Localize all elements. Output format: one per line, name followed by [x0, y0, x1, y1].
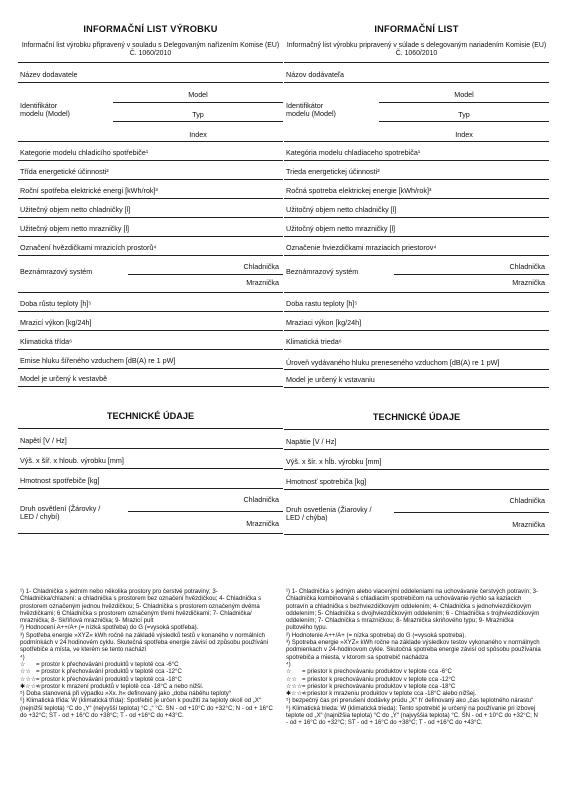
table-row [18, 62, 283, 82]
row-label: Označenie hviezdičkami mraziacich priestorov⁴ [286, 243, 437, 252]
table-row [18, 349, 283, 368]
footnote: ¹) 1- Chladnička s jedním nebo několika prostory pro čerstvé potraviny; 3- Chladnička/chlazení: a chladnička s prostorem bez označení hvězdičkou; 4- Chladnička s prostorem označeným jednou hvězdičkou; 5- Chladnička s prostorem označeným dvěma hvězdičkami; 6 Chladnička s prostorem označeným třemi hvězdičkami; 7- Chladnička/ mraznička; 8- Skříňová mraznička; 9- Mrazicí pult [20, 588, 262, 625]
row-label: Kategória modelu chladiaceho spotrebiča¹ [286, 148, 421, 157]
star-text: = priestor k prechovávaniu produktov v teplote cca -18°C [302, 682, 456, 690]
row-label: Užitočný objem netto mrazničky [l] [286, 224, 396, 233]
table-row [18, 217, 283, 236]
row-label: Doba rastu teploty [h]⁵ [286, 299, 358, 308]
star-text: = prostor k přechovávání produktů v teplotě cca -18°C [36, 675, 182, 683]
table-row [18, 198, 283, 217]
table-row [18, 311, 283, 330]
tech-title: TECHNICKÉ ÚDAJE [372, 412, 461, 422]
row-label: Kategorie modelu chladicího spotřebiče¹ [20, 148, 149, 157]
row-label: Trieda energetickej účinnosti² [286, 167, 380, 176]
fridge-label: Chladnička [509, 496, 545, 505]
star-text: = priestor k prechovávaniu produktov v teplote cca -6°C [302, 668, 452, 676]
table-row [284, 160, 549, 179]
row-label: Model je určený k vstavaniu [286, 375, 375, 384]
table-row [284, 469, 549, 489]
model-identifier [284, 82, 549, 141]
freezer-label: Mraznička [246, 278, 279, 287]
row-label: Označení hvězdičkami mrazicích prostorů⁴ [20, 243, 157, 252]
star-text: = priestor k mrazeniu produktov v teplote cca -18°C alebo nižšej. [302, 690, 477, 698]
star-line [20, 676, 275, 683]
fridge-label: Chladnička [243, 262, 279, 271]
footnote: ²) Hodnotenie A++/A+ (= nízka spotreba) do G (=vysoká spotreba). [286, 631, 467, 639]
row-label: Výš. x šíř. x hloub. výrobku [mm] [20, 456, 124, 465]
model-cell [379, 83, 549, 102]
star-icon: ☆☆ [20, 668, 31, 676]
row-label: Užitečný objem netto mrazničky [l] [20, 224, 130, 233]
star-icon: ☆☆ [286, 675, 297, 683]
table-row [18, 428, 283, 448]
row-divider [128, 511, 283, 512]
model-label: Model [454, 90, 474, 99]
footnote: ³) Spotreba energie »XYZ« kWh ročne na základe výsledkov testov vykonaného v normálnych podmienkach v 24-hodinovom cykle. Skutočná spotreba energie závisí od spôsobu používania spotrebiča a miesta, v ktorom sa spotrebič nachádza [286, 639, 541, 661]
table-row [284, 141, 549, 160]
table-row [284, 429, 549, 449]
table-row [18, 236, 283, 255]
footnote: ⁵) bezpečný čas pri prerušení dodávky prúdu „X“ h' definovaný ako „čas teplotného nárastu“ [286, 697, 534, 705]
row-divider [394, 512, 549, 513]
star-icon: ☆☆☆ [286, 682, 303, 690]
star-line [286, 690, 541, 697]
sheet-subtitle: Informační list výrobku připravený v souladu s Delegovaným nařízením Komise (EU) Č. 1060/2010 [21, 42, 280, 58]
index-label: Index [455, 130, 473, 139]
table-row [284, 349, 549, 369]
row-label: Úroveň vydávaného hluku preneseného vzduchom [dB(A) re 1 pW] [286, 358, 500, 367]
row-label: Mraziaci výkon [kg/24h] [286, 318, 362, 327]
identifier-label: Identifikátor modelu (Model) [20, 101, 70, 118]
table-row [284, 330, 549, 349]
table-row [18, 179, 283, 198]
sheet-subtitle: Informačný list výrobku pripravený v súlade s delegovaným nariadením Komisie (EU) Č. 1060/2010 [286, 42, 547, 58]
star-icon: ✱☆☆☆ [20, 682, 42, 690]
table-row [18, 468, 283, 488]
left-sheet [18, 22, 283, 720]
row-label: Třída energetické účinnosti² [20, 167, 109, 176]
table-row [18, 292, 283, 311]
star-line [20, 668, 275, 675]
star-line [20, 683, 275, 690]
star-text: = prostor k mrazení produktů v teplotě cca -18°C a nebo nižší. [36, 682, 204, 690]
table-row [284, 198, 549, 217]
type-cell [113, 102, 283, 122]
star-line [20, 661, 275, 668]
footnote: ⁶) Klimatická třída: W (klimatická třída): Spotřebič je určen k použití za teploty okolí od „X“ (nejnižší teplota) °C do „Y“ (nejvyšší teplota) °C „“ °C. SN - od +10°C do +32°C; N - od + 16°C do +32°C; ST - od + 16°C do +38°C; T - od +16°C do +43°C. [20, 697, 273, 720]
row-label: Beznámrazový systém [286, 267, 359, 276]
row-label: Beznámrazový systém [20, 267, 93, 276]
star-icon: ☆ [286, 668, 292, 676]
table-row [284, 236, 549, 255]
star-text: = priestor k prechovávaniu produktov v teplote cca -12°C [302, 675, 456, 683]
type-label: Typ [192, 110, 204, 119]
row-label: Napätie [V / Hz] [286, 437, 337, 446]
sheet-title: INFORMAČNÍ LIST [374, 24, 459, 34]
star-text: = prostor k přechovávání produktů v teplotě cca -12°C [36, 668, 182, 676]
index-cell [113, 121, 283, 142]
freezer-label: Mraznička [246, 519, 279, 528]
type-label: Typ [458, 110, 470, 119]
table-row [284, 179, 549, 198]
sheet-title: INFORMAČNÍ LIST VÝROBKU [83, 24, 218, 34]
footnote: ⁶) Klimatická trieda: W (klimatická trieda): Tento spotrebič je určený na používanie pri izbovej teplote od „X“ (najnižšia teplota) °C do „Y“ (najvyššia teplota) °C. SN - od + 10°C do +32°C; N - od + 16°C do +32°C; ST - od + 16°C do +38°C; T - od +16°C do +43°C. [286, 704, 538, 727]
freezer-label: Mraznička [512, 520, 545, 529]
star-icon: ☆☆☆ [20, 675, 37, 683]
dual-row [284, 255, 549, 292]
table-row [284, 311, 549, 330]
table-row [18, 141, 283, 160]
table-row [284, 292, 549, 311]
star-line [286, 683, 541, 690]
star-line [286, 668, 541, 675]
model-label: Model [188, 90, 208, 99]
row-label: Užitočný objem netto chladničky [l] [286, 205, 397, 214]
freezer-label: Mraznička [512, 278, 545, 287]
dual-row [284, 489, 549, 535]
right-sheet [284, 22, 549, 727]
star-text: = prostor k přechovávání produktů v teplotě cca -6°C [36, 660, 179, 668]
table-row [18, 330, 283, 349]
row-label: Mrazicí výkon [kg/24h] [20, 318, 92, 327]
row-label: Klimatická třída⁶ [20, 337, 73, 346]
table-row [18, 368, 283, 387]
row-label: Emise hluku šířeného vzduchem [dB(A) re 1 pW] [20, 356, 176, 365]
star-icon: ✱☆☆☆ [286, 690, 308, 698]
row-label: Názov dodávateľa [286, 70, 345, 79]
footnotes [20, 588, 275, 719]
row-divider [394, 274, 549, 275]
footnotes [286, 588, 541, 727]
row-label: Model je určený k vestavbě [20, 374, 108, 383]
table-row [18, 448, 283, 468]
model-cell [113, 83, 283, 102]
footnote: ³) Spotřeba energie »XYZ« kWh ročně na základě výsledků testů v konaného v normálních podmínkách v 24 hodinovém cyklu. Skutečná spotřeba energie závisí od způsobu používání spotřebiče a místa, ve kterém se tento nachází [20, 631, 269, 654]
footnote: ²) Hodnocení A++/A+ (= nízká spotřeba) do G (=vysoká spotřeba). [20, 624, 199, 632]
fridge-label: Chladnička [509, 262, 545, 271]
dual-row [18, 255, 283, 292]
row-label: Ročná spotreba elektrickej energie [kWh/rok]³ [286, 186, 432, 195]
identifier-label: Identifikátor modelu (Model) [286, 101, 336, 118]
footnote-stars-heading: ⁴) [286, 660, 291, 668]
index-label: Index [189, 130, 207, 139]
tech-title: TECHNICKÉ ÚDAJE [106, 411, 195, 421]
fridge-label: Chladnička [243, 495, 279, 504]
star-line [286, 676, 541, 683]
index-cell [379, 121, 549, 142]
footnote: ¹) 1- Chladnička s jedným alebo viacerými oddeleniami na uchovávanie čerstvých potravín; 3- Chladnička kombinovaná s chladiacim spotrebičom na uchovávanie rýchlo sa kaziacich potravín a chladnička s bezhviezdičkovým oddelením; 4- Chladnička s jednohviezdičkovým oddelením; 5- Chladnička s dvojhviezdičkovým oddelením; 6 - Chladnička s trojhviezdičkovým oddelením; 7- Chladnička s mrazničkou; 8- Mraznička skriňového typu; 9- Mraznička pultového typu. [286, 588, 540, 632]
row-label: Druh osvětlení (Žárovky / LED / chybí) [20, 504, 101, 521]
table-row [284, 62, 549, 82]
table-row [284, 369, 549, 388]
model-identifier [18, 82, 283, 141]
row-label: Roční spotřeba elektrické energi [kWh/rok]³ [20, 186, 158, 195]
section-gap [18, 387, 283, 409]
type-cell [379, 102, 549, 122]
row-label: Napětí [V / Hz] [20, 436, 67, 445]
row-label: Výš. x šír. x hĺb. výrobku [mm] [286, 457, 382, 466]
footnote-stars-heading: ⁴) [20, 653, 25, 661]
table-row [18, 160, 283, 179]
row-divider [128, 274, 283, 275]
row-label: Hmotnosť spotrebiča [kg] [286, 477, 367, 486]
row-label: Doba růstu teploty [h]⁵ [20, 299, 92, 308]
footnote: ⁵) Doba stanovená při výpadku »Xx..h« definovaný jako „doba náběhu teploty“ [20, 690, 231, 698]
row-label: Druh osvetlenia (Žiarovky / LED / chýba) [286, 505, 372, 522]
table-row [284, 449, 549, 469]
star-icon: ☆ [20, 660, 26, 668]
dual-row [18, 488, 283, 534]
row-label: Název dodavatele [20, 70, 78, 79]
row-label: Užitečný objem netto chladničky [l] [20, 205, 131, 214]
row-label: Hmotnost spotřebiče [kg] [20, 476, 100, 485]
row-label: Klimatická trieda⁶ [286, 337, 342, 346]
section-gap [284, 388, 549, 410]
table-row [284, 217, 549, 236]
